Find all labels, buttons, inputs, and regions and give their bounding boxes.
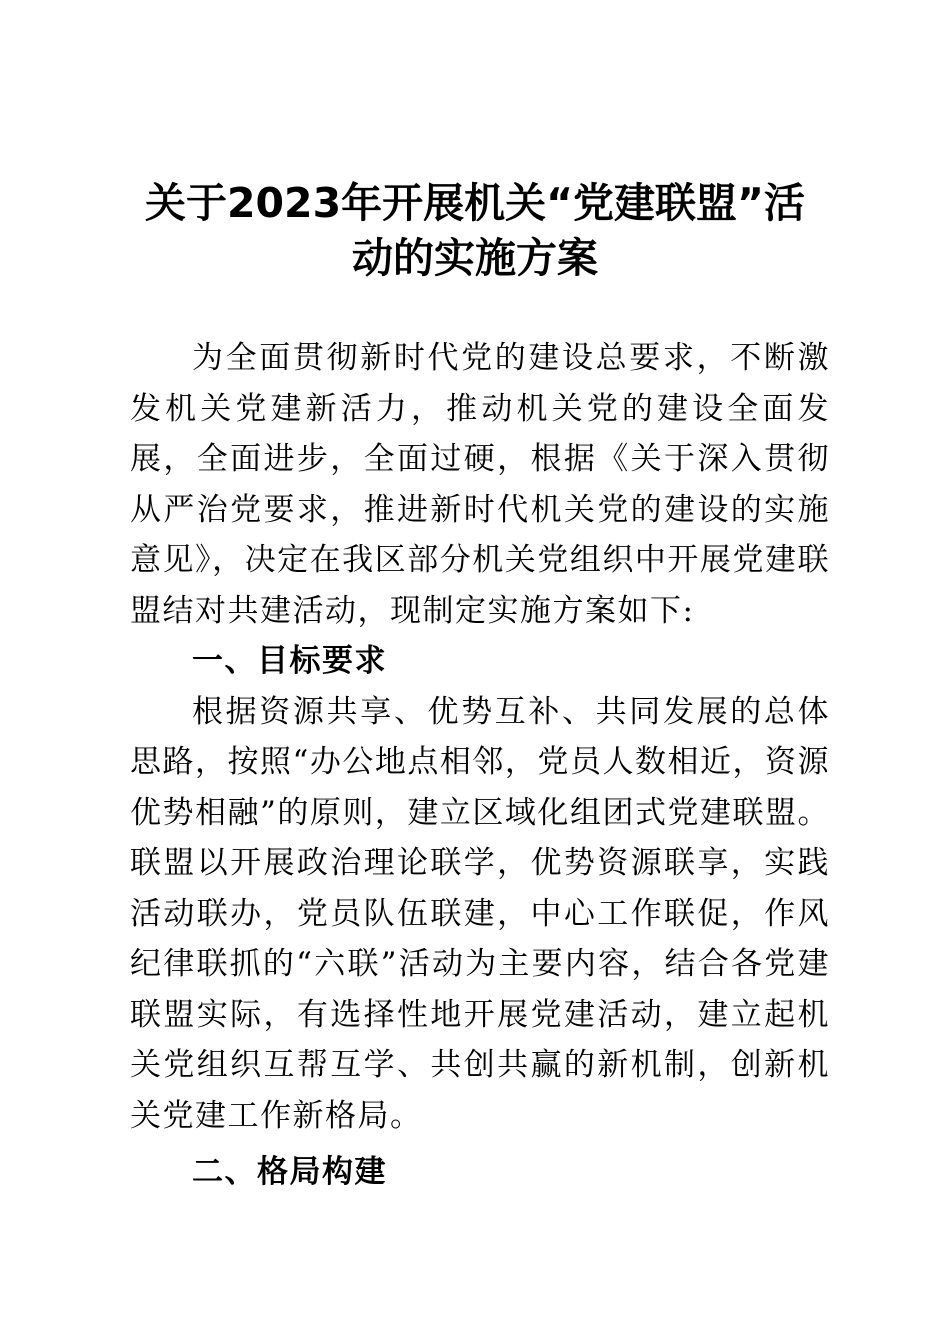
intro-paragraph: 为全面贯彻新时代党的建设总要求，不断激发机关党建新活力，推动机关党的建设全面发展，全面进步，全面过硬，根据《关于深入贯彻从严治党要求，推进新时代机关党的建设的实施意见》，决定在我区部分机关党组织中开展党建联盟结对共建活动，现制定实施方案如下: [130,340,830,629]
section-2-heading: 二、格局构建 [192,1154,387,1190]
document-body [130,333,830,1198]
title-line-2: 动的实施方案 [352,234,598,282]
title-line-1: 关于2023年开展机关“党建联盟”活 [144,179,805,227]
section-1-paragraph: 根据资源共享、优势互补、共同发展的总体思路，按照“办公地点相邻，党员人数相近，资源优势相融”的原则，建立区域化组团式党建联盟。联盟以开展政治理论联学，优势资源联享，实践活动联办，党员队伍联建，中心工作联促，作风纪律联抓的“六联”活动为主要内容，结合各党建联盟实际，有选择性地开展党建活动，建立起机关党组织互帮互学、共创共赢的新机制，创新机关党建工作新格局。 [130,693,830,1134]
document-title [120,176,830,286]
section-1-heading: 一、目标要求 [192,643,387,679]
